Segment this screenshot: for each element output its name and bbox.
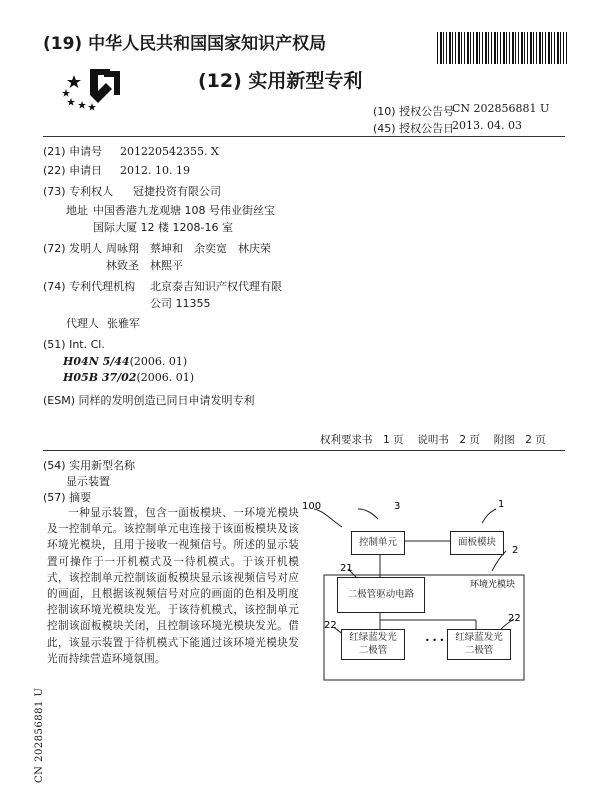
inventors-line2: 林致圣 林熙平 <box>106 259 183 272</box>
pub-date-label: (45) 授权公告日 <box>373 122 455 135</box>
inventors-line1: 周咏翔 蔡坤和 余奕宽 林庆荣 <box>106 242 271 255</box>
cnipa-emblem-icon <box>60 65 130 115</box>
office-name: (19) 中华人民共和国国家知识产权局 <box>43 34 327 54</box>
ref-led-left: 22 <box>324 620 337 631</box>
address-line1: 中国香港九龙观塘 108 号伟业街丝宝 <box>93 204 275 217</box>
ipc-2-code: H05B 37/02 <box>63 371 137 384</box>
ref-panel: 1 <box>498 499 505 510</box>
led-ellipsis: • • • <box>425 636 445 645</box>
led-left-box <box>341 629 405 660</box>
agency-line1: 北京泰吉知识产权代理有限 <box>150 280 282 293</box>
panel-leader-line <box>482 509 496 523</box>
agent-label: 代理人 <box>66 317 99 330</box>
agency-label: (74) 专利代理机构 <box>43 280 136 293</box>
led-right-line1: 红绿蓝发光 <box>455 632 503 643</box>
pub-no-value: CN 202856881 U <box>452 102 550 115</box>
abstract-label: (57) 摘要 <box>43 491 92 504</box>
header-rule <box>43 136 565 137</box>
address-line2: 国际大厦 12 楼 1208-16 室 <box>93 221 233 234</box>
ambient-module-label: 环境光模块 <box>470 580 516 590</box>
ipc-1 <box>63 354 187 369</box>
barcode <box>437 32 567 64</box>
ipc-2-date: (2006. 01) <box>136 371 195 384</box>
control-leader-line <box>358 509 378 519</box>
led-right-line2: 二极管 <box>464 645 494 656</box>
control-unit-label: 控制单元 <box>358 537 397 548</box>
agency-line2: 公司 11355 <box>150 297 211 310</box>
ref-ambient: 2 <box>512 545 519 556</box>
driver-circuit-box <box>337 577 425 613</box>
abstract-text: 一种显示装置，包含一面板模块、一环境光模块及一控制单元。该控制单元电连接于该面板模块及该环境光模块，且用于接收一视频信号。所述的显示装置可操作于一开机模式及一待机模式。于该开机模式，该控制单元控制该面板模块显示该视频信号对应的画面，且根据该视频信号对应的画面的色相及明度控制该环境光模块发光。于该待机模式，该控制单元控制该面板模块关闭，且控制该环境光模块发光。借此，该显示装置于待机模式下能通过该环境光模块发光而持续营造环境氛围。 <box>47 507 299 665</box>
address-label: 地址 <box>66 204 88 217</box>
title-label: (54) 实用新型名称 <box>43 459 136 472</box>
panel-module-box <box>450 531 504 555</box>
section-rule <box>43 450 565 451</box>
ref-led-right: 22 <box>508 613 521 624</box>
esm-note: (ESM) 同样的发明创造已同日申请发明专利 <box>43 394 255 407</box>
led-left-line2: 二极管 <box>358 645 388 656</box>
utility-title: 显示装置 <box>66 475 110 488</box>
panel-module-label: 面板模块 <box>457 537 496 548</box>
ipc-2 <box>63 370 194 385</box>
ref-control: 3 <box>394 501 401 512</box>
page-count: 权利要求书 1 页 说明书 2 页 附图 2 页 <box>320 434 546 446</box>
ref-driver: 21 <box>340 563 353 574</box>
patentee-value: 冠捷投资有限公司 <box>133 185 221 198</box>
control-unit-box <box>351 531 405 555</box>
led-left-line1: 红绿蓝发光 <box>349 632 397 643</box>
ref-device: 100 <box>302 501 322 512</box>
pub-no-label: (10) 授权公告号 <box>373 105 455 118</box>
agent-value: 张雅军 <box>107 317 140 330</box>
side-publication-number: CN 202856881 U <box>34 687 45 783</box>
ipc-1-date: (2006. 01) <box>129 355 188 368</box>
pub-date-value: 2013. 04. 03 <box>452 119 522 132</box>
patentee-label: (73) 专利权人 <box>43 185 114 198</box>
driver-circuit-label: 二极管驱动电路 <box>347 589 415 600</box>
app-date-value: 2012. 10. 19 <box>120 164 190 177</box>
inventors-label: (72) 发明人 <box>43 242 103 255</box>
app-date-label: (22) 申请日 <box>43 164 103 177</box>
led-right-box <box>447 629 511 660</box>
app-no-value: 201220542355. X <box>120 145 219 158</box>
int-cl-label: (51) Int. Cl. <box>43 338 105 351</box>
document-type: (12) 实用新型专利 <box>198 70 363 92</box>
ipc-1-code: H04N 5/44 <box>63 355 130 368</box>
app-no-label: (21) 申请号 <box>43 145 103 158</box>
